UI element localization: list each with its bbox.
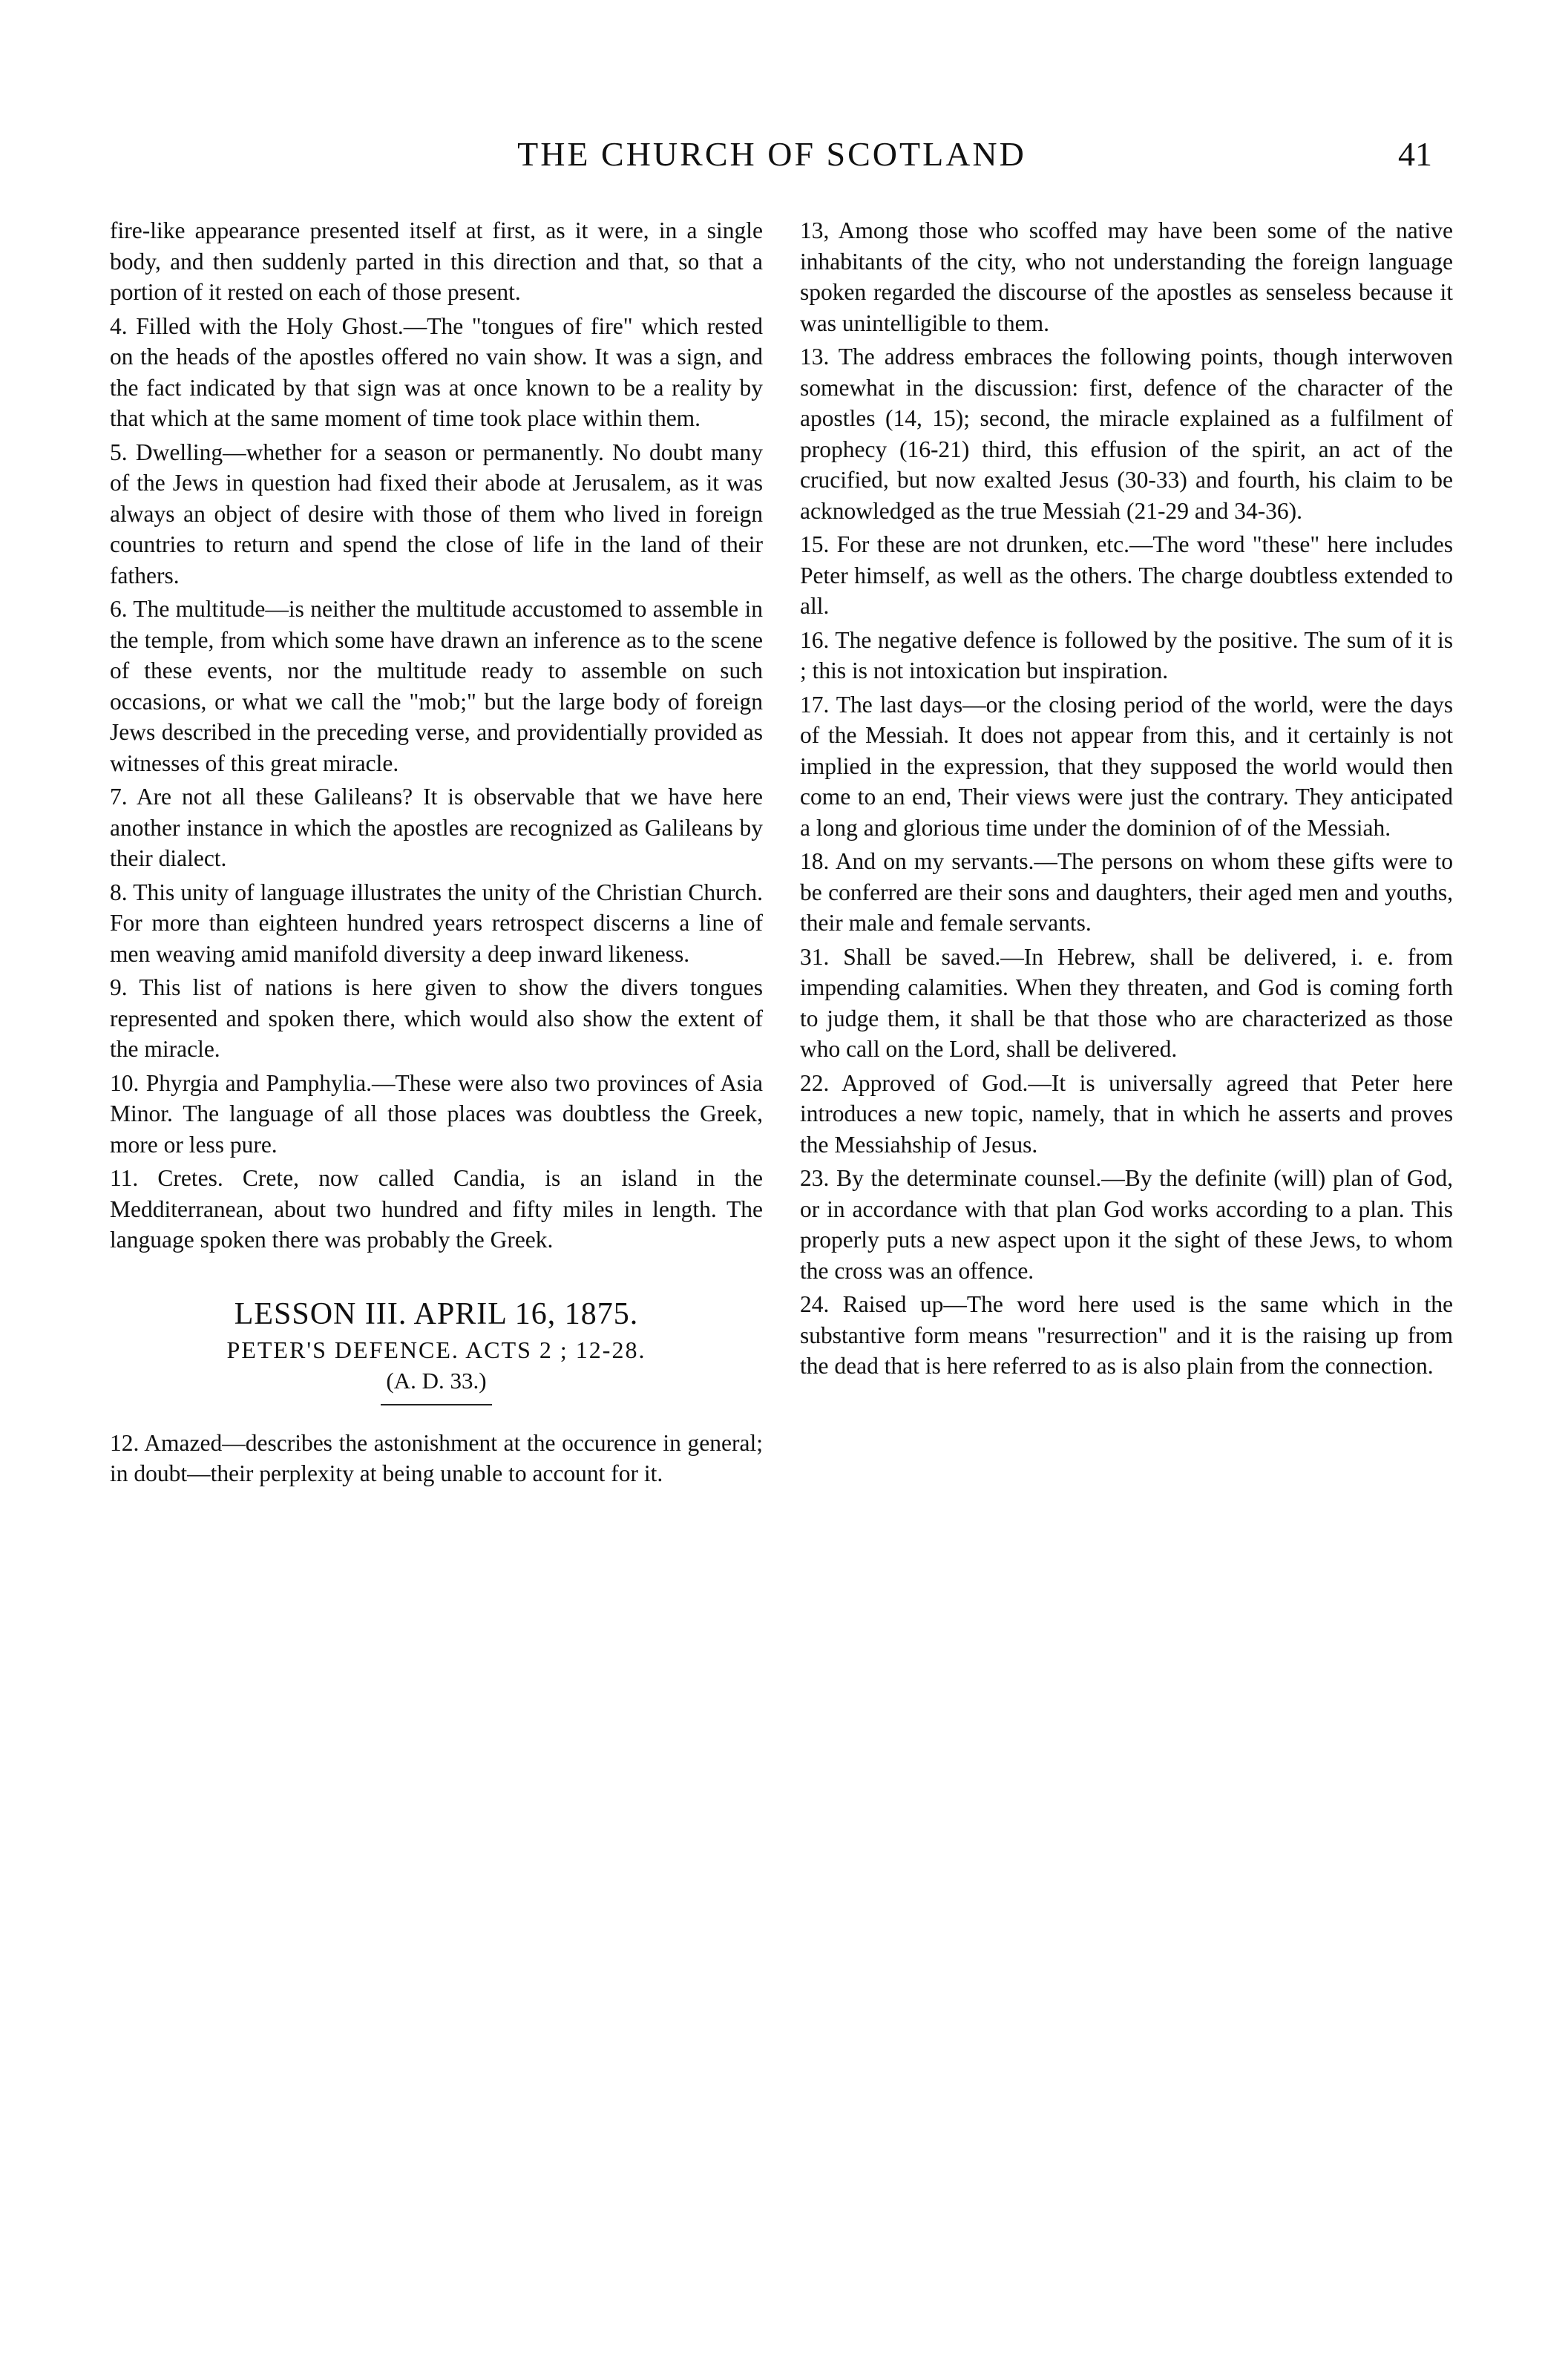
paragraph: 15. For these are not drunken, etc.—The word "these" here includes Peter himself, as well as the others. The charge doubtless extended to all.	[800, 531, 1453, 619]
paragraph: 13, Among those who scoffed may have been some of the native inhabitants of the city, who not understanding the foreign language spoken regarded the discourse of the apostles as senseless because it was unintelligible to them.	[800, 217, 1453, 336]
paragraph: 5. Dwelling—whether for a season or permanently. No doubt many of the Jews in question had fixed their abode at Jerusalem, as it was always an object of desire with those of them who lived in foreign countries to return and spend the close of life in the land of their fathers.	[110, 439, 763, 588]
lesson-date: (A. D. 33.)	[386, 1367, 487, 1394]
paragraph: 22. Approved of God.—It is universally agreed that Peter here introduces a new topic, namely, that in which he asserts and proves the Messiahship of Jesus.	[800, 1069, 1453, 1158]
paragraph: 9. This list of nations is here given to show the divers tongues represented and spoken there, which would also show the extent of the miracle.	[110, 974, 763, 1062]
divider-rule	[381, 1404, 492, 1405]
paragraph: 17. The last days—or the closing period of the world, were the days of the Messiah. It does not appear from this, and it certainly is not implied in the expression, that they supposed the world would then come to an end, Their views were just the contrary. They anticipated a long and glorious time under the dominion of of the Messiah.	[800, 691, 1453, 841]
paragraph: 24. Raised up—The word here used is the same which in the substantive form means "resurrection" and it is the raising up from the dead that is here referred to as is also plain from the connection.	[800, 1291, 1453, 1379]
page-number: 41	[1398, 135, 1432, 173]
lesson-heading: LESSON III. APRIL 16, 1875.	[234, 1296, 639, 1331]
running-head	[111, 132, 1432, 184]
right-column	[800, 215, 1453, 1385]
paragraph: 7. Are not all these Galileans? It is observable that we have here another instance in which the apostles are recognized as Galileans by their dialect.	[110, 784, 763, 871]
page-title: THE CHURCH OF SCOTLAND	[517, 135, 1026, 173]
paragraph: 23. By the determinate counsel.—By the definite (will) plan of God, or in accordance with that plan God works according to a plan. This properly puts a new aspect upon it the sight of these Jews, to whom the cross was an offence.	[800, 1165, 1453, 1284]
paragraph: 13. The address embraces the following points, though interwoven somewhat in the discussion: first, defence of the character of the apostles (14, 15); second, the miracle explained as a fulfilment of prophecy (16-21) third, this effusion of the spirit, an act of the crucified, but now exalted Jesus (30-33) and fourth, his claim to be acknowledged as the true Messiah (21-29 and 34-36).	[800, 344, 1453, 524]
paragraph: 12. Amazed—describes the astonishment at the occurence in general; in doubt—their perplexity at being unable to account for it.	[110, 1429, 763, 1486]
paragraph: 8. This unity of language illustrates the unity of the Christian Church. For more than eighteen hundred years retrospect discerns a line of men weaving amid manifold diversity a deep inward likeness.	[110, 879, 763, 967]
left-column	[110, 215, 763, 1492]
paragraph: 6. The multitude—is neither the multitude accustomed to assemble in the temple, from which some have drawn an inference as to the scene of these events, nor the multitude ready to assemble on such occasions, or what we call the "mob;" but the large body of foreign Jews described in the preceding verse, and providentially provided as witnesses of this great miracle.	[110, 596, 763, 776]
paragraph: 11. Cretes. Crete, now called Candia, is an island in the Medditerranean, about two hundred and fifty miles in length. The language spoken there was probably the Greek.	[110, 1165, 763, 1253]
paragraph: 4. Filled with the Holy Ghost.—The "tongues of fire" which rested on the heads of the apostles offered no vain show. It was a sign, and the fact indicated by that sign was at once known to be a reality by that which at the same moment of time took place within them.	[110, 312, 763, 431]
lesson-heading-block	[110, 1294, 763, 1405]
paragraph: 16. The negative defence is followed by the positive. The sum of it is ; this is not intoxication but inspiration.	[800, 626, 1453, 683]
lesson-subheading: PETER'S DEFENCE. ACTS 2 ; 12-28.	[226, 1336, 646, 1363]
paragraph: 10. Phyrgia and Pamphylia.—These were also two provinces of Asia Minor. The language of all those places was doubtless the Greek, more or less pure.	[110, 1069, 763, 1158]
paragraph: 18. And on my servants.—The persons on whom these gifts were to be conferred are their sons and daughters, their aged men and youths, their male and female servants.	[800, 848, 1453, 936]
paragraph: fire-like appearance presented itself at first, as it were, in a single body, and then suddenly parted in this direction and that, so that a portion of it rested on each of those present.	[110, 217, 763, 305]
paragraph: 31. Shall be saved.—In Hebrew, shall be delivered, i. e. from impending calamities. When they threaten, and God is coming forth to judge them, it shall be that those who are characterized as those who call on the Lord, shall be delivered.	[800, 943, 1453, 1062]
